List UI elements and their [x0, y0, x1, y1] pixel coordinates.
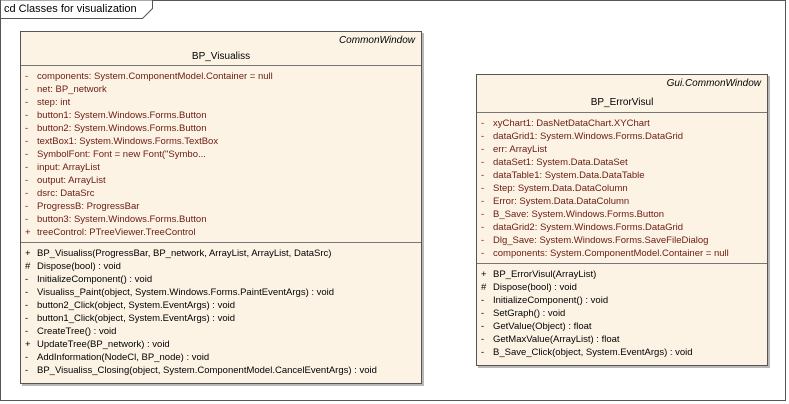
visibility-marker: - [481, 308, 485, 319]
operation-row [477, 346, 767, 359]
visibility-marker: - [481, 209, 485, 220]
visibility-marker: - [25, 313, 29, 324]
attribute-row [21, 109, 421, 122]
visibility-marker: # [25, 261, 31, 272]
visibility-marker: - [25, 214, 29, 225]
attribute-declaration: net: BP_network [37, 84, 107, 95]
class-bp-errorvisul[interactable] [476, 74, 768, 366]
visibility-marker: - [481, 295, 485, 306]
attribute-declaration: output: ArrayList [37, 175, 106, 186]
attribute-declaration: xyChart1: DasNetDataChart.XYChart [493, 118, 650, 129]
attribute-row [21, 96, 421, 109]
class-name: BP_ErrorVisul [590, 97, 654, 108]
operation-row [477, 281, 767, 294]
attribute-declaration: button3: System.Windows.Forms.Button [37, 214, 207, 225]
attribute-declaration: button2: System.Windows.Forms.Button [37, 123, 207, 134]
frame-title: cd Classes for visualization [4, 3, 137, 15]
visibility-marker: - [481, 334, 485, 345]
visibility-marker: - [481, 235, 485, 246]
attribute-row [477, 130, 767, 143]
visibility-marker: - [481, 248, 485, 259]
visibility-marker: - [25, 201, 29, 212]
class-stereotype: CommonWindow [338, 35, 415, 46]
operation-row [21, 351, 421, 364]
attribute-row [21, 122, 421, 135]
visibility-marker: + [25, 339, 31, 350]
attribute-declaration: Dlg_Save: System.Windows.Forms.SaveFileDialog [493, 235, 709, 246]
attribute-declaration: components: System.ComponentModel.Container = null [37, 71, 273, 82]
attribute-declaration: dataSet1: System.Data.DataSet [493, 157, 628, 168]
operation-signature: BP_Visualiss_Closing(object, System.ComponentModel.CancelEventArgs) : void [37, 365, 377, 376]
attribute-row [21, 200, 421, 213]
operation-signature: B_Save_Click(object, System.EventArgs) : void [493, 347, 693, 358]
visibility-marker: - [25, 162, 29, 173]
operation-row [477, 333, 767, 346]
visibility-marker: - [481, 118, 485, 129]
attribute-declaration: B_Save: System.Windows.Forms.Button [493, 209, 665, 220]
attributes-section [21, 66, 421, 243]
visibility-marker: - [481, 144, 485, 155]
operation-signature: button2_Click(object, System.EventArgs) : void [37, 300, 236, 311]
visibility-marker: + [25, 248, 31, 259]
class-bp-visualiss[interactable] [20, 31, 422, 384]
visibility-marker: - [481, 157, 485, 168]
operation-signature: AddInformation(NodeCl, BP_node) : void [37, 352, 210, 363]
attribute-row [477, 247, 767, 260]
attribute-declaration: dataTable1: System.Data.DataTable [493, 170, 645, 181]
visibility-marker: - [481, 321, 485, 332]
class-header [477, 75, 767, 113]
attributes-section [477, 113, 767, 264]
visibility-marker: # [481, 282, 487, 293]
visibility-marker: - [25, 71, 29, 82]
operation-signature: InitializeComponent() : void [37, 274, 153, 285]
operation-signature: Visualiss_Paint(object, System.Windows.Forms.PaintEventArgs) : void [37, 287, 335, 298]
attribute-row [21, 70, 421, 83]
attribute-row [477, 208, 767, 221]
operation-signature: CreateTree() : void [37, 326, 117, 337]
attribute-declaration: err: ArrayList [493, 144, 547, 155]
visibility-marker: - [25, 123, 29, 134]
attribute-row [21, 213, 421, 226]
operation-signature: BP_Visualiss(ProgressBar, BP_network, ArrayList, ArrayList, DataSrc) [37, 248, 332, 259]
operation-row [477, 320, 767, 333]
operation-row [21, 260, 421, 273]
attribute-declaration: Error: System.Data.DataColumn [493, 196, 630, 207]
operation-row [21, 286, 421, 299]
visibility-marker: - [25, 149, 29, 160]
attribute-declaration: dsrc: DataSrc [37, 188, 95, 199]
class-header [21, 32, 421, 66]
attribute-declaration: step: int [37, 97, 71, 108]
visibility-marker: - [25, 300, 29, 311]
visibility-marker: - [481, 131, 485, 142]
attribute-declaration: dataGrid2: System.Windows.Forms.DataGrid [493, 222, 684, 233]
attribute-row [21, 161, 421, 174]
class-name: BP_Visualiss [191, 51, 251, 62]
operation-row [21, 273, 421, 286]
operation-signature: BP_ErrorVisul(ArrayList) [493, 269, 597, 280]
attribute-row [477, 195, 767, 208]
visibility-marker: - [25, 365, 29, 376]
visibility-marker: - [25, 175, 29, 186]
visibility-marker: - [25, 110, 29, 121]
visibility-marker: - [25, 188, 29, 199]
operation-signature: InitializeComponent() : void [493, 295, 609, 306]
attribute-row [477, 234, 767, 247]
attribute-row [477, 156, 767, 169]
visibility-marker: - [481, 183, 485, 194]
visibility-marker: - [25, 352, 29, 363]
attribute-declaration: ProgressB: ProgressBar [37, 201, 140, 212]
operation-signature: Dispose(bool) : void [37, 261, 121, 272]
attribute-declaration: textBox1: System.Windows.Forms.TextBox [37, 136, 219, 147]
attribute-declaration: input: ArrayList [37, 162, 100, 173]
attribute-row [21, 226, 421, 239]
visibility-marker: - [25, 326, 29, 337]
attribute-row [21, 187, 421, 200]
attribute-row [477, 182, 767, 195]
visibility-marker: + [25, 227, 31, 238]
operation-signature: SetGraph() : void [493, 308, 566, 319]
attribute-row [477, 169, 767, 182]
operation-row [21, 338, 421, 351]
attribute-row [477, 221, 767, 234]
operation-row [477, 294, 767, 307]
operation-signature: GetMaxValue(ArrayList) : float [493, 334, 620, 345]
visibility-marker: - [25, 136, 29, 147]
operation-row [477, 307, 767, 320]
visibility-marker: - [25, 84, 29, 95]
class-stereotype: Gui.CommonWindow [666, 78, 761, 89]
attribute-declaration: SymbolFont: Font = new Font("Symbo... [37, 149, 206, 160]
operation-row [21, 312, 421, 325]
attribute-row [477, 143, 767, 156]
operation-row [21, 247, 421, 260]
operations-section [21, 243, 421, 380]
attribute-row [21, 135, 421, 148]
operation-row [21, 325, 421, 338]
operation-signature: UpdateTree(BP_network) : void [37, 339, 170, 350]
visibility-marker: - [25, 274, 29, 285]
visibility-marker: - [481, 196, 485, 207]
visibility-marker: - [25, 287, 29, 298]
attribute-row [21, 148, 421, 161]
attribute-declaration: treeControl: PTreeViewer.TreeControl [37, 227, 196, 238]
operation-row [477, 268, 767, 281]
visibility-marker: - [25, 97, 29, 108]
visibility-marker: - [481, 347, 485, 358]
attribute-declaration: dataGrid1: System.Windows.Forms.DataGrid [493, 131, 684, 142]
operation-row [21, 299, 421, 312]
attribute-declaration: Step: System.Data.DataColumn [493, 183, 628, 194]
operation-signature: Dispose(bool) : void [493, 282, 577, 293]
visibility-marker: + [481, 269, 487, 280]
operation-row [21, 364, 421, 377]
operations-section [477, 264, 767, 362]
attribute-declaration: button1: System.Windows.Forms.Button [37, 110, 207, 121]
operation-signature: GetValue(Object) : float [493, 321, 592, 332]
attribute-declaration: components: System.ComponentModel.Container = null [493, 248, 729, 259]
attribute-row [21, 83, 421, 96]
attribute-row [477, 117, 767, 130]
operation-signature: button1_Click(object, System.EventArgs) : void [37, 313, 236, 324]
attribute-row [21, 174, 421, 187]
visibility-marker: - [481, 170, 485, 181]
visibility-marker: - [481, 222, 485, 233]
